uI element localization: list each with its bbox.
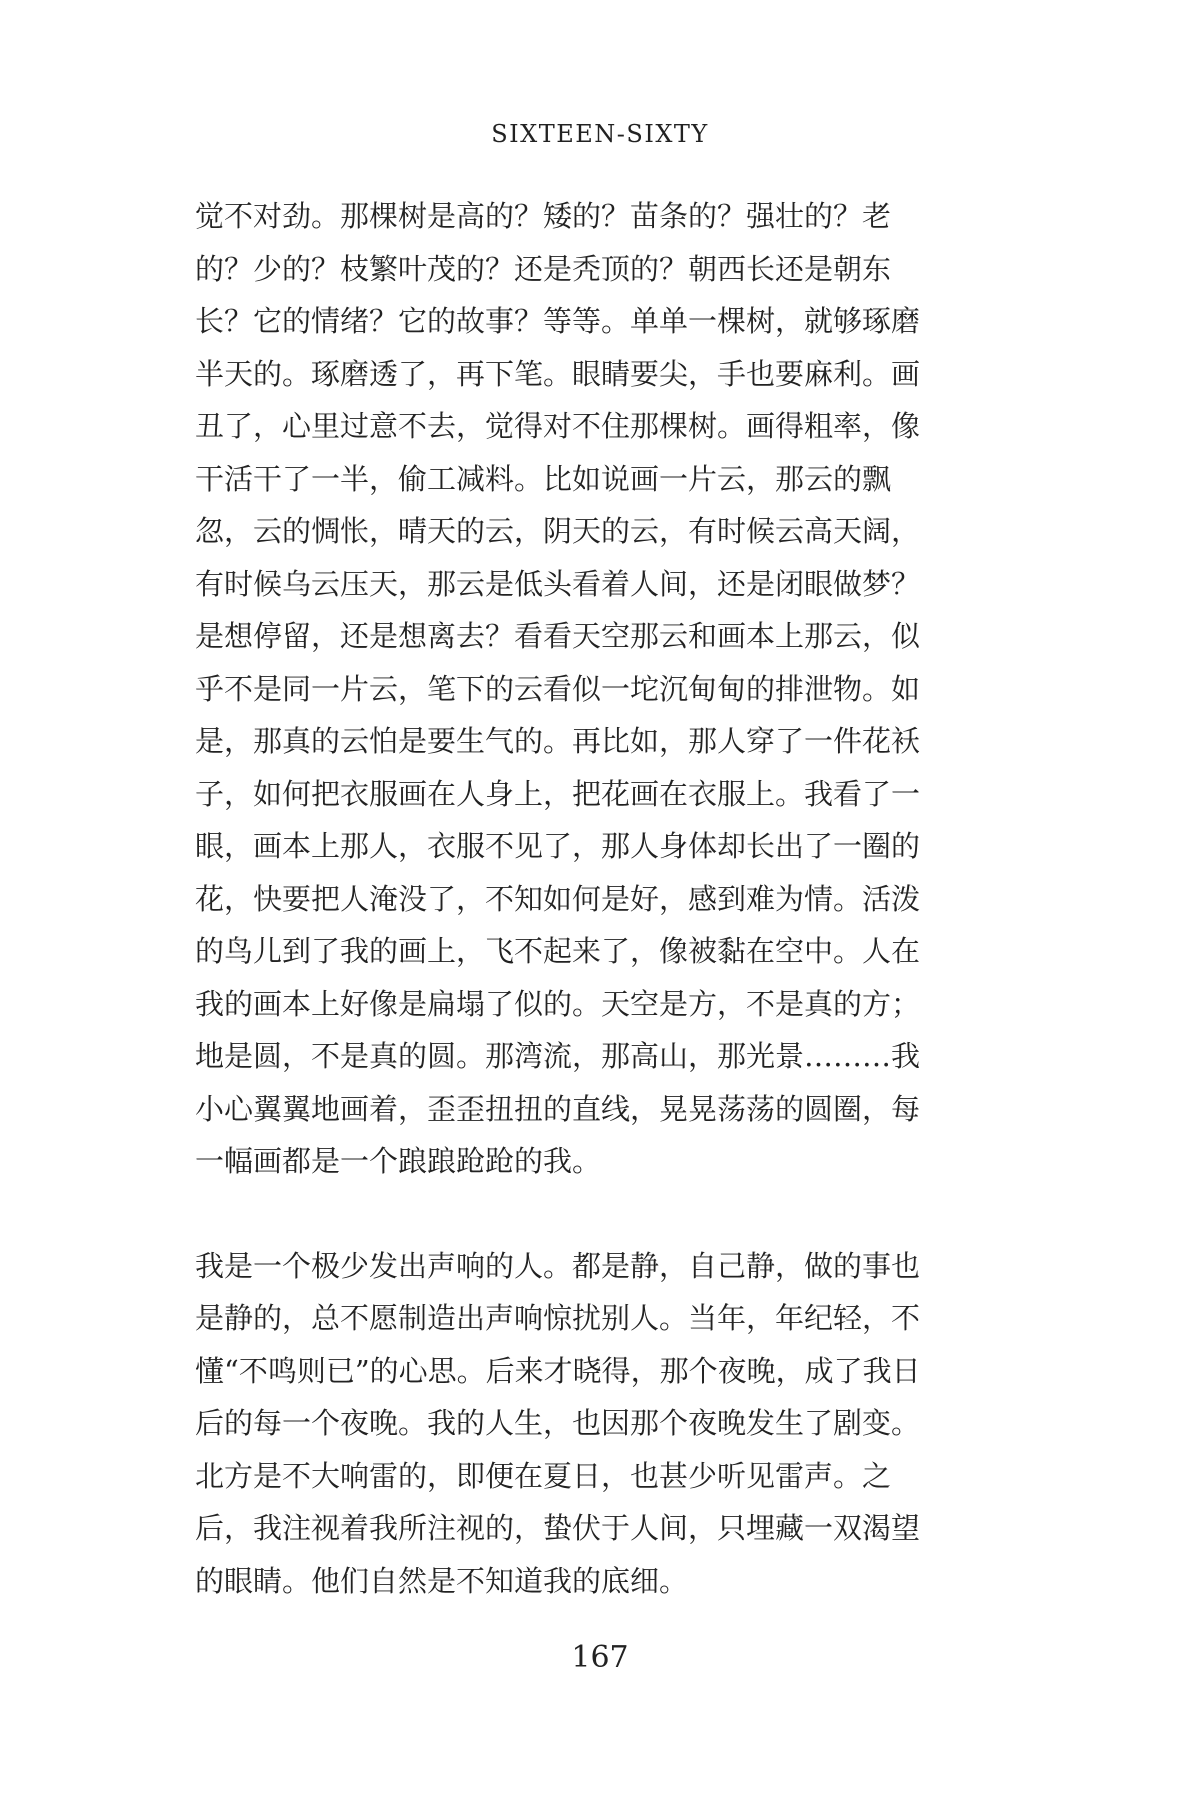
text-line: 一幅画都是一个踉踉跄跄的我。 [195, 1144, 602, 1178]
text-line: 忽，云的惆怅，晴天的云，阴天的云，有时候云高天阔， [195, 514, 921, 548]
text-line: 我是一个极少发出声响的人。都是静，自己静，做的事也 [195, 1248, 921, 1283]
text-line: 有时候乌云压天，那云是低头看着人间，还是闭眼做梦？ [195, 566, 921, 601]
text-line: 懂“不鸣则已”的心思。后来才晓得，那个夜晚，成了我日 [195, 1353, 921, 1388]
text-line: 子，如何把衣服画在人身上，把花画在衣服上。我看了一 [195, 776, 921, 811]
text-line: 的鸟儿到了我的画上，飞不起来了，像被黏在空中。人在 [195, 934, 921, 968]
paragraph [195, 1240, 1005, 1608]
text-line: 后，我注视着我所注视的，蛰伏于人间，只埋藏一双渴望 [195, 1511, 921, 1545]
text-line: 北方是不大响雷的，即便在夏日，也甚少听见雷声。之 [195, 1458, 892, 1493]
text-line: 眼，画本上那人，衣服不见了，那人身体却长出了一圈的 [195, 829, 921, 863]
text-line: 后的每一个夜晚。我的人生，也因那个夜晚发生了剧变。 [195, 1406, 921, 1440]
text-line: 是想停留，还是想离去？看看天空那云和画本上那云，似 [195, 619, 921, 653]
text-line: 长？它的情绪？它的故事？等等。单单一棵树，就够琢磨 [195, 304, 921, 338]
text-line: 丑了，心里过意不去，觉得对不住那棵树。画得粗率，像 [195, 409, 921, 443]
body-text [195, 190, 1005, 1607]
text-line: 干活干了一半，偷工减料。比如说画一片云，那云的飘 [195, 461, 892, 496]
text-line: 小心翼翼地画着，歪歪扭扭的直线，晃晃荡荡的圆圈，每 [195, 1091, 921, 1126]
text-line: 花，快要把人淹没了，不知如何是好，感到难为情。活泼 [195, 881, 921, 916]
text-line: 地是圆，不是真的圆。那湾流，那高山，那光景………我 [195, 1039, 921, 1073]
text-line: 是静的，总不愿制造出声响惊扰别人。当年，年纪轻，不 [195, 1301, 921, 1335]
text-line: 我的画本上好像是扁塌了似的。天空是方，不是真的方； [195, 986, 921, 1021]
text-line: 乎不是同一片云，笔下的云看似一坨沉甸甸的排泄物。如 [195, 671, 921, 706]
text-line: 是，那真的云怕是要生气的。再比如，那人穿了一件花袄 [195, 724, 921, 758]
text-line: 半天的。琢磨透了，再下笔。眼睛要尖，手也要麻利。画 [195, 356, 921, 391]
page-number: 167 [571, 1640, 629, 1675]
text-line: 的？少的？枝繁叶茂的？还是秃顶的？朝西长还是朝东 [195, 251, 892, 286]
running-head: SIXTEEN-SIXTY [491, 120, 709, 148]
paragraph [195, 190, 1005, 1188]
text-line: 觉不对劲。那棵树是高的？矮的？苗条的？强壮的？老 [195, 199, 892, 233]
text-line: 的眼睛。他们自然是不知道我的底细。 [195, 1563, 689, 1598]
